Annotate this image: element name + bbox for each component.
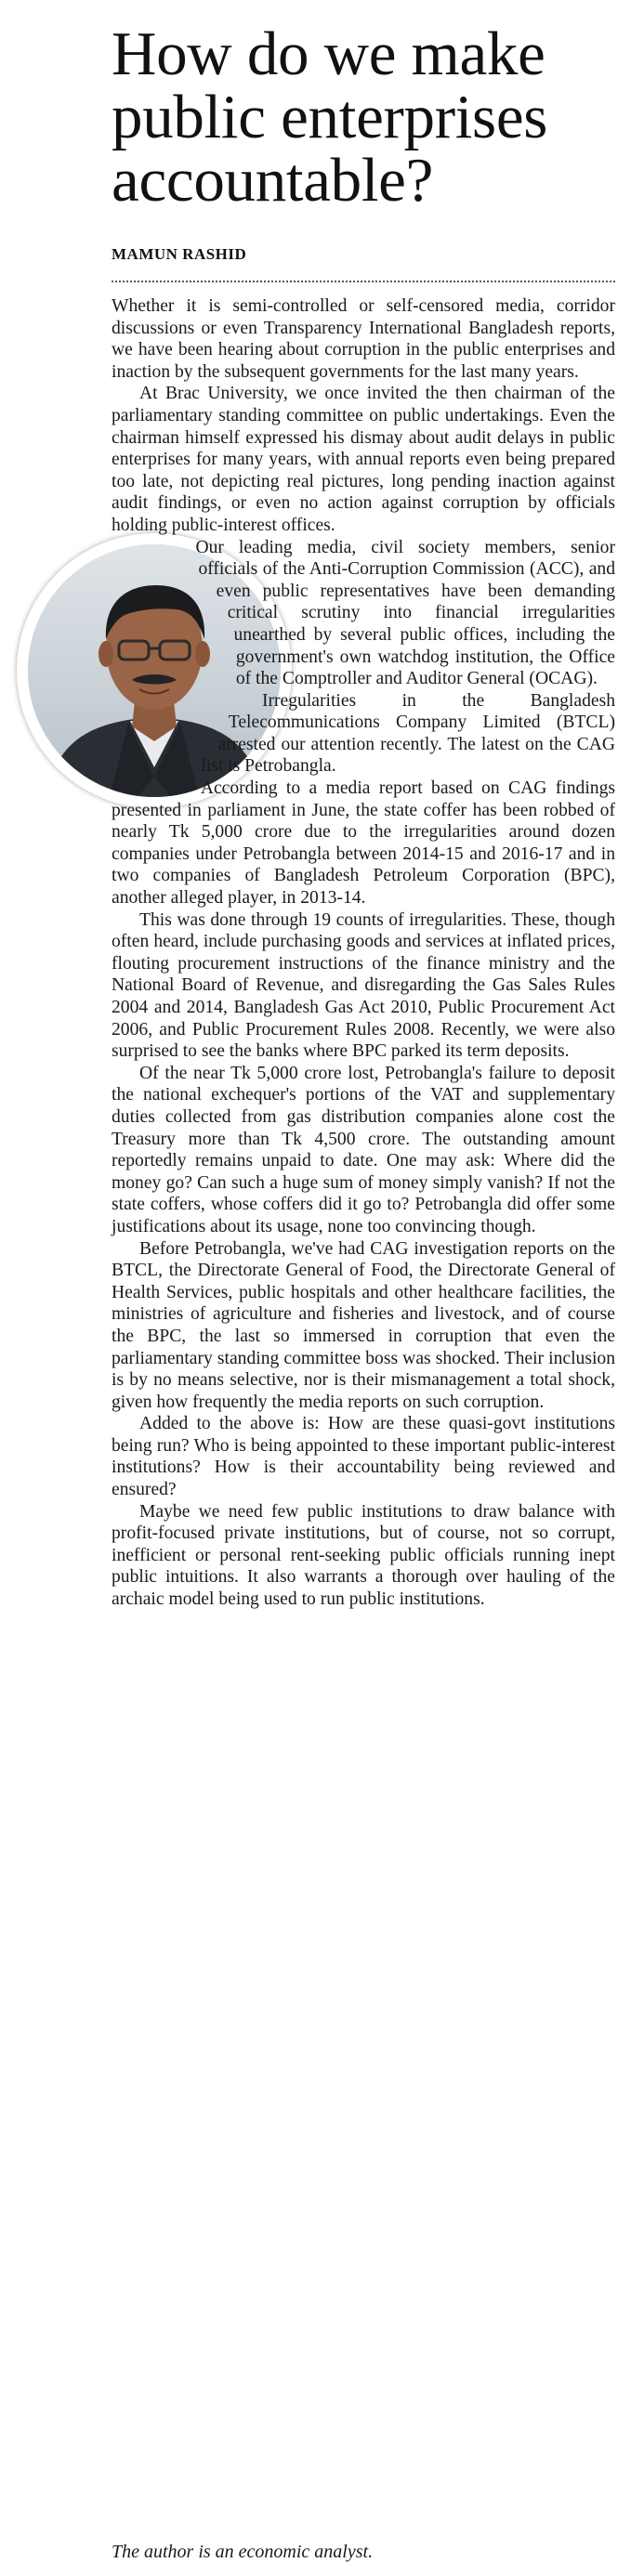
paragraph-1: Whether it is semi-controlled or self-censored media, corridor discussions or even Transparency International Bangladesh reports, we have been hearing about corruption in the public enterprises and inaction by the subsequent governments for the last many years.	[112, 296, 615, 382]
headline: How do we make public enterprises accountable?	[112, 20, 548, 215]
paragraph-2	[112, 383, 615, 536]
paragraph-6: This was done through 19 counts of irregularities. These, though often heard, include purchasing goods and services at inflated prices, flouting procurement instructions of the finance ministry and the National Board of Revenue, and disregarding the Gas Sales Rules 2004 and 2014, Bangladesh Gas Act 2010, Public Procurement Act 2006, and Public Procurement Rules 2008. Recently, we were also surprised to see the banks where BPC parked its term deposits.	[112, 909, 615, 1062]
paragraph-2-text: At Brac University, we once invited the then chairman of the parliamentary standing committee on public undertakings. Even the chairman himself expressed his dismay about audit delays in public enterprises for many years, with annual reports even being prepared too late, not depicting real pictures, long pending inaction against audit findings, or even no action against corruption by officials holding public-interest offices.	[112, 384, 615, 535]
article-body	[112, 295, 615, 1611]
paragraph-4: Irregularities in the Bangladesh Telecommunications Company Limited (BTCL) arrested our attention recently. The latest on the CAG list is Petrobangla.	[201, 690, 615, 777]
paragraph-3: Our leading media, civil society members, senior officials of the Anti-Corruption Commission (ACC), and even public representatives have been demanding critical scrutiny into financial irregularities unearthed by several public offices, including the government's own watchdog institution, the Office of the Comptroller and Auditor General (OCAG).	[195, 537, 615, 689]
paragraph-10: Maybe we need few public institutions to draw balance with profit-focused private institutions, but of course, not so corrupt, inefficient or personal rent-seeking public officials running inept public intuitions. It also warrants a thorough over hauling of the archaic model being used to run public institutions.	[112, 1501, 615, 1610]
paragraph-7: Of the near Tk 5,000 crore lost, Petrobangla's failure to deposit the national exchequer's portions of the VAT and supplementary duties collected from gas distribution companies alone cost the Treasury more than Tk 4,500 crore. The outstanding amount reportedly remains unpaid to date. One may ask: Where did the money go? Can such a huge sum of money simply vanish? If not the state coffers, whose coffers did it go to? Petrobangla did offer some justifications about its usage, none too convincing though.	[112, 1063, 615, 1236]
paragraph-5: According to a media report based on CAG findings presented in parliament in June, the state coffer has been robbed of nearly Tk 5,000 crore due to the irregularities around dozen companies under Petrobangla between 2014-15 and 2016-17 and in two companies of Bangladesh Petroleum Corporation (BPC), another alleged player, in 2013-14.	[112, 778, 615, 909]
author-note: The author is an economic analyst.	[112, 2542, 374, 2562]
paragraph-8: Before Petrobangla, we've had CAG investigation reports on the BTCL, the Directorate General of Food, the Directorate General of Health Services, public hospitals and other healthcare facilities, the ministries of agriculture and fisheries and livestock, and of course the BPC, the last so immersed in corruption that even the parliamentary standing committee boss was shocked. Their inclusion is by no means selective, nor is their mismanagement a total shock, given how frequently the media reports on such corruption.	[112, 1238, 615, 1412]
paragraph-9: Added to the above is: How are these quasi-govt institutions being run? Who is being appointed to these important public-interest institutions? How is their accountability being reviewed and ensured?	[112, 1414, 615, 1500]
dotted-divider	[112, 281, 615, 282]
byline: MAMUN RASHID	[112, 245, 247, 263]
